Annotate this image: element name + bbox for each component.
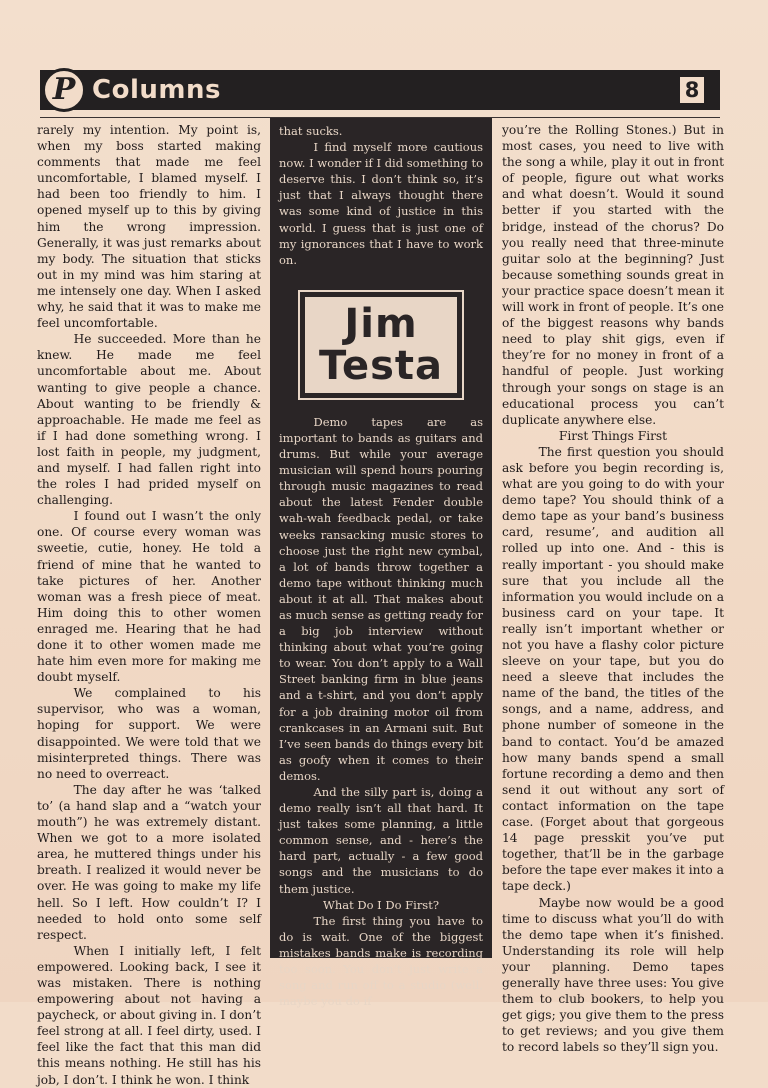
section-title: Columns bbox=[92, 75, 221, 105]
middle-subheading: What Do I Do First? bbox=[323, 897, 439, 912]
left-paragraph: We complained to his supervisor, who was a woman, hoping for support. We were disappointed. We were told that we misinterpreted things. There was no need to overreact. bbox=[37, 686, 261, 781]
page-number: 8 bbox=[678, 75, 706, 105]
middle-paragraph: And the silly part is, doing a demo really isn’t all that hard. It just takes some planning, a little common sense, and - here’s the hard part, actually - a few good songs and the musicians to do them justice. bbox=[279, 785, 483, 896]
left-paragraph: He succeeded. More than he knew. He made me feel uncomfortable about me. About wanting to give people a chance. About wanting to be friendly & approachable. He made me feel as if I had done something wrong. I lost faith in people, my judgment, and myself. I had fallen right into the roles I had prided myself on challenging. bbox=[37, 332, 261, 508]
columnist-name-logo bbox=[298, 290, 464, 400]
middle-paragraph: Demo tapes are as important to bands as guitars and drums. But while your average musician will spend hours pouring through music magazines to read about the latest Fender double wah-wah feedback pedal, or take weeks ransacking music stores to choose just the right new cymbal, a lot of bands throw together a demo tape without thinking much about it at all. That makes about as much sense as getting ready for a big job interview without thinking about what you’re going to wear. You don’t apply to a Wall Street banking firm in blue jeans and a t-shirt, and you don’t apply for a job draining motor oil from crankcases in an Armani suit. But I’ve seen bands do things every bit as goofy when it comes to their demos. bbox=[279, 414, 483, 783]
right-paragraph: Maybe now would be a good time to discuss what you’ll do with the demo tape when it’s finished. Understanding its role will help your planning. Demo tapes generally have three uses: You give them to club bookers, to help you get gigs; you give them to the press to get reviews; and you give them to record labels so they’ll sign you. bbox=[502, 895, 724, 1055]
left-column bbox=[37, 122, 261, 1087]
columnist-first-name: Jim bbox=[344, 300, 418, 347]
middle-paragraph: I find myself more cautious now. I wonder if I did something to deserve this. I don’t think so, it’s just that I always thought there was some kind of justice in this world. I guess that is just one of my ignorances that I have to work on. bbox=[279, 140, 483, 267]
right-column bbox=[502, 122, 724, 1055]
left-paragraph: When I initially left, I felt empowered. Looking back, I see it was mistaken. There is nothing empowering about not having a paycheck, or about giving in. I don’t feel strong at all. I feel dirty, used. I feel like the fact that this man did this means nothing. He still has his job, I don’t. I think he won. I think bbox=[37, 943, 261, 1087]
left-paragraph: The day after he was ‘talked to’ (a hand slap and a “watch your mouth”) he was extremely distant. When we got to a more isolated area, he muttered things under his breath. I realized it would never be over. He was going to make my life hell. So I left. How couldn’t I? I needed to hold onto some self respect. bbox=[37, 782, 261, 942]
middle-paragraph: The first thing you have to do is wait. One of the biggest mistakes bands make is recording too soon. You don’t just write a song and run off to a studio (well, maybe you do if bbox=[279, 913, 483, 1009]
left-paragraph: rarely my intention. My point is, when my boss started making comments that made me feel uncomfortable, I blamed myself. I had been too friendly to him. I opened myself up to this by giving him the wrong impression. Generally, it was just remarks about my body. The situation that sticks out in my mind was him staring at me intensely one day. When I asked why, he said that it was to make me feel uncomfortable. bbox=[37, 123, 261, 331]
columnist-last-name: Testa bbox=[318, 342, 444, 389]
magazine-logo bbox=[42, 68, 86, 112]
middle-column bbox=[270, 118, 492, 1009]
right-subheading: First Things First bbox=[558, 428, 668, 443]
middle-paragraph: that sucks. bbox=[279, 124, 343, 138]
right-paragraph: The first question you should ask before you begin recording is, what are you going to do with your demo tape? You should think of a demo tape as your band’s business card, resume’, and audition all rolled up into one. And - this is really important - you should make sure that you include all the information you would include on a business card on your tape. It really isn’t important whether or not you have a flashy color picture sleeve on your tape, but you do need a sleeve that includes the name of the band, the titles of the songs, and a name, address, and phone number of someone in the band to contact. You’d be amazed how many bands spend a small fortune recording a demo and then send it out without any sort of contact information on the tape case. (Forget about that gorgeous 14 page presskit you’ve put together, that’ll be in the garbage before the tape ever makes it into a tape deck.) bbox=[502, 444, 724, 894]
right-paragraph: you’re the Rolling Stones.) But in most cases, you need to live with the song a while, play it out in front of people, figure out what works and what doesn’t. Would it sound better if you started with the bridge, instead of the chorus? Do you really need that three-minute guitar solo at the beginning? Just because something sounds great in your practice space doesn’t mean it will work in front of people. It’s one of the biggest reasons why bands need to play shit gigs, even if they’re for no money in front of a handful of people. Just working through your songs on stage is an educational process you can’t duplicate anywhere else. bbox=[502, 123, 724, 427]
logo-letter: P bbox=[52, 72, 76, 107]
left-paragraph: I found out I wasn’t the only one. Of course every woman was sweetie, cutie, honey. He told a friend of mine that he wanted to take pictures of her. Another woman was a fresh piece of meat. Him doing this to other women enraged me. Hearing that he had done it to other women made me hate him even more for making me doubt myself. bbox=[37, 509, 261, 685]
